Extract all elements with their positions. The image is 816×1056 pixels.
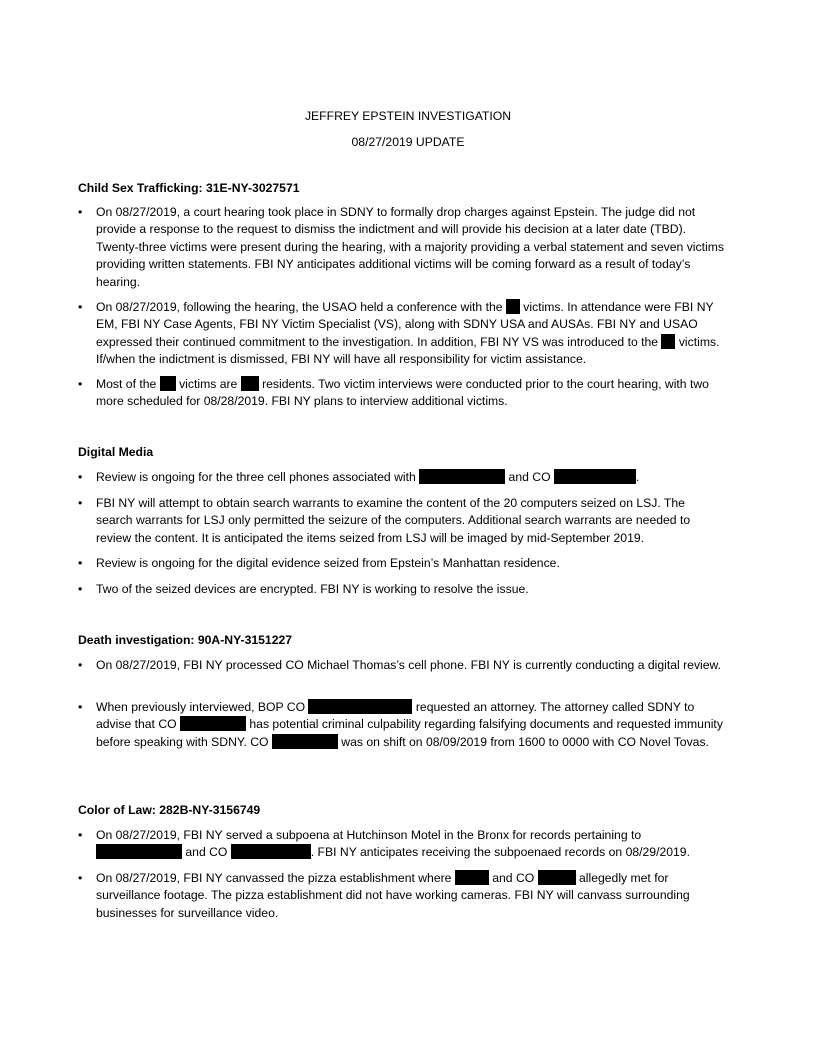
item-text: On 08/27/2019, FBI NY canvassed the pizza establishment where and CO allegedly met for surveillance footage. The pizza establishment did not have working cameras. FBI NY will canvass surrounding businesses for surveillance video. bbox=[96, 871, 690, 920]
redaction-box bbox=[419, 469, 505, 484]
list-item bbox=[78, 299, 724, 369]
document-subtitle: 08/27/2019 UPDATE bbox=[351, 135, 465, 149]
list-item bbox=[78, 376, 724, 411]
redaction-box bbox=[96, 844, 182, 859]
item-text: On 08/27/2019, a court hearing took place in SDNY to formally drop charges against Epstein. The judge did not provide a response to the request to dismiss the indictment and will provide his decision at a later date (TBD). Twenty-three victims were present during the hearing, with a majority providing a verbal statement and seven victims providing written statements. FBI NY anticipates additional victims will be coming forward as a result of today’s hearing. bbox=[96, 205, 724, 289]
redaction-box bbox=[455, 870, 489, 885]
redaction-box bbox=[180, 716, 246, 731]
list-item bbox=[78, 204, 724, 291]
item-text: On 08/27/2019, FBI NY processed CO Michael Thomas’s cell phone. FBI NY is currently conducting a digital review. bbox=[96, 658, 722, 672]
item-text: Review is ongoing for the three cell phones associated with and CO . bbox=[96, 470, 640, 484]
redaction-box bbox=[231, 844, 311, 859]
redaction-box bbox=[538, 870, 576, 885]
bullet: • bbox=[78, 871, 83, 885]
section-heading-child-sex-trafficking: Child Sex Trafficking: 31E-NY-3027571 bbox=[78, 181, 300, 195]
list-item bbox=[78, 495, 724, 547]
bullet: • bbox=[78, 377, 83, 391]
redaction-box bbox=[160, 376, 176, 391]
item-text: Review is ongoing for the digital evidence seized from Epstein’s Manhattan residence. bbox=[96, 556, 560, 570]
bullet: • bbox=[78, 300, 83, 314]
section-heading-death-investigation: Death investigation: 90A-NY-3151227 bbox=[78, 633, 293, 647]
redaction-box bbox=[272, 734, 338, 749]
bullet: • bbox=[78, 556, 83, 570]
redaction-box bbox=[554, 469, 636, 484]
item-text: Two of the seized devices are encrypted. FBI NY is working to resolve the issue. bbox=[96, 582, 529, 596]
list-item bbox=[78, 699, 724, 751]
item-text: When previously interviewed, BOP CO requested an attorney. The attorney called SDNY to advise that CO has potential criminal culpability regarding falsifying documents and requested immunity before speaking with SDNY. CO was on shift on 08/09/2019 from 1600 to 0000 with CO Novel Tovas. bbox=[96, 700, 723, 749]
list-item bbox=[78, 657, 724, 674]
section-heading-digital-media: Digital Media bbox=[78, 445, 154, 459]
bullet: • bbox=[78, 658, 83, 672]
title-block bbox=[0, 103, 816, 155]
list-item bbox=[78, 581, 724, 598]
bullet: • bbox=[78, 828, 83, 842]
bullet: • bbox=[78, 470, 83, 484]
section-heading-color-of-law: Color of Law: 282B-NY-3156749 bbox=[78, 803, 261, 817]
redaction-box bbox=[308, 699, 412, 714]
document-title: JEFFREY EPSTEIN INVESTIGATION bbox=[304, 109, 512, 123]
redaction-box bbox=[506, 299, 520, 314]
item-text: FBI NY will attempt to obtain search warrants to examine the content of the 20 computers seized on LSJ. The search warrants for LSJ only permitted the seizure of the computers. Additional search warrants are needed to review the content. It is anticipated the items seized from LSJ will be imaged by mid-September 2019. bbox=[96, 496, 691, 545]
bullet: • bbox=[78, 700, 83, 714]
item-text: On 08/27/2019, following the hearing, the USAO held a conference with the victims. In attendance were FBI NY EM, FBI NY Case Agents, FBI NY Victim Specialist (VS), along with SDNY USA and AUSAs. FBI NY and USAO expressed their continued commitment to the investigation. In addition, FBI NY VS was introduced to the victims. If/when the indictment is dismissed, FBI NY will have all responsibility for victim assistance. bbox=[96, 300, 720, 367]
list-item bbox=[78, 469, 724, 486]
item-text: Most of the victims are residents. Two victim interviews were conducted prior to the court hearing, with two more scheduled for 08/28/2019. FBI NY plans to interview additional victims. bbox=[96, 377, 709, 409]
item-text: On 08/27/2019, FBI NY served a subpoena at Hutchinson Motel in the Bronx for records pertaining to and CO . FBI NY anticipates receiving the subpoenaed records on 08/29/2019. bbox=[96, 828, 690, 860]
bullet: • bbox=[78, 496, 83, 510]
list-item bbox=[78, 827, 724, 862]
redaction-box bbox=[241, 376, 259, 391]
list-item bbox=[78, 555, 724, 572]
redaction-box bbox=[661, 334, 675, 349]
bullet: • bbox=[78, 582, 83, 596]
bullet: • bbox=[78, 205, 83, 219]
list-item bbox=[78, 870, 724, 922]
